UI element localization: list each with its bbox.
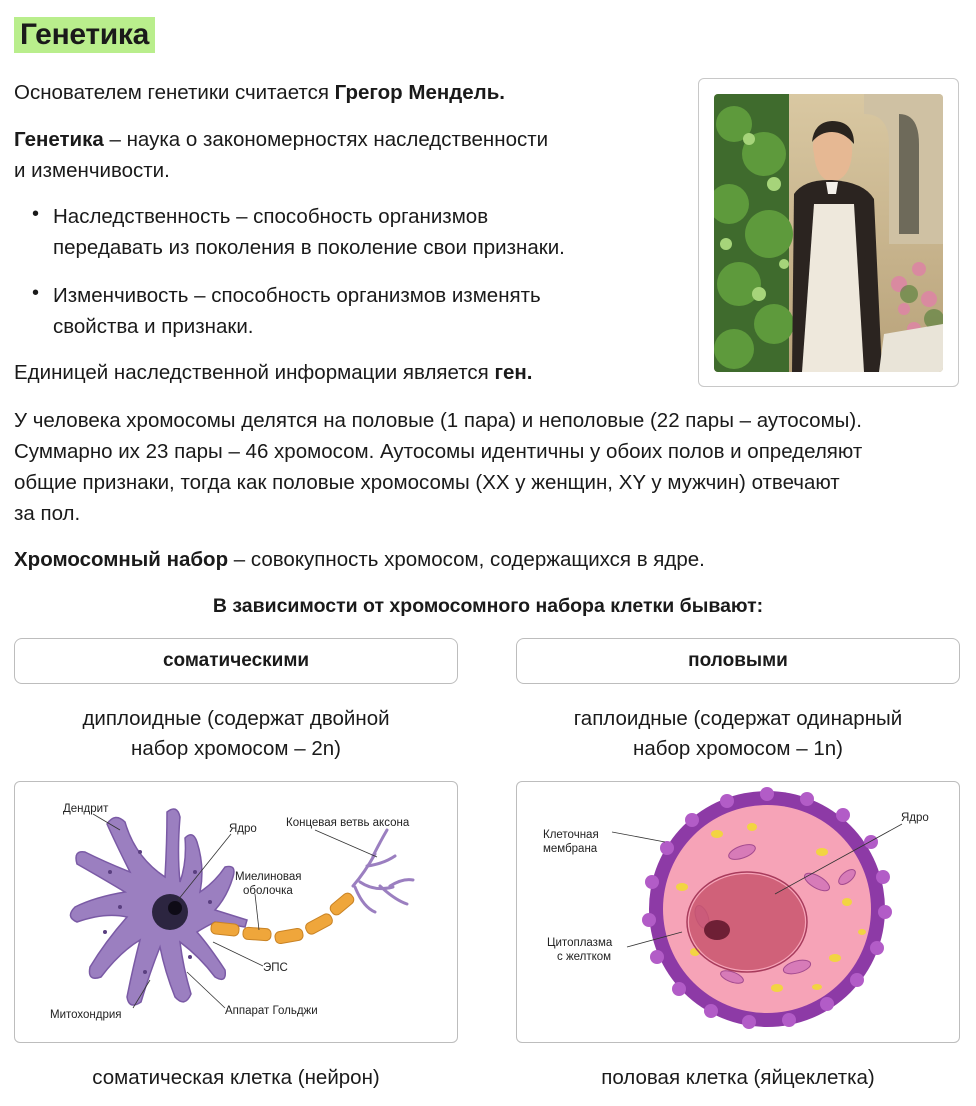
bullet-1-line2: передавать из поколения в поколение свои признаки. xyxy=(53,236,565,259)
bullet-1-line1: Наследственность – способность организмов xyxy=(53,205,489,228)
intro-line xyxy=(14,77,505,108)
chromosomes-line2: Суммарно их 23 пары – 46 хромосом. Аутосомы идентичны у обоих полов и определяют xyxy=(14,440,863,463)
label-nucleus: Ядро xyxy=(229,823,257,835)
egg-cell-diagram xyxy=(517,782,960,1043)
chromosome-set-term: Хромосомный набор xyxy=(14,548,229,571)
germ-desc-line1: гаплоидные (содержат одинарный xyxy=(573,707,903,730)
label-golgi: Аппарат Гольджи xyxy=(225,1005,318,1017)
label-egg-nucleus: Ядро xyxy=(901,812,929,824)
label-axon-end: Концевая ветвь аксона xyxy=(286,817,410,829)
unit-line xyxy=(14,357,532,388)
somatic-pill: соматическими xyxy=(14,638,458,684)
label-cytoplasm-1: Цитоплазма xyxy=(547,937,613,949)
germ-desc-line2: набор хромосом – 1n) xyxy=(633,737,843,760)
chromosome-set-definition xyxy=(14,544,705,575)
label-dendrite: Дендрит xyxy=(63,803,109,815)
chromosomes-line1: У человека хромосомы делятся на половые (1 пара) и неполовые (22 пары – аутосомы). xyxy=(14,409,862,432)
label-cytoplasm-2: с желтком xyxy=(557,951,612,963)
chromosome-set-text: – совокупность хромосом, содержащихся в ядре. xyxy=(228,548,705,571)
definition-line1 xyxy=(14,124,548,155)
chromosomes-line4: за пол. xyxy=(14,502,81,525)
bullet-2-line1: Изменчивость – способность организмов изменять xyxy=(53,284,541,307)
cell-types-heading: В зависимости от хромосомного набора клетки бывают: xyxy=(212,595,764,617)
label-membrane-1: Клеточная xyxy=(543,829,599,841)
label-mitochondria: Митохондрия xyxy=(50,1009,122,1021)
definition-text: – наука о закономерностях наследственности xyxy=(103,128,549,151)
label-myelin-2: оболочка xyxy=(243,885,293,897)
somatic-desc-line1: диплоидные (содержат двойной xyxy=(82,707,390,730)
page-title: Генетика xyxy=(14,17,155,53)
neuron-caption: соматическая клетка (нейрон) xyxy=(92,1066,380,1089)
neuron-card xyxy=(14,781,458,1043)
definition-term: Генетика xyxy=(14,128,104,151)
intro-bold: Грегор Мендель. xyxy=(334,81,505,104)
definition-line2: и изменчивости. xyxy=(14,159,170,182)
unit-bold: ген. xyxy=(494,361,533,384)
mendel-portrait xyxy=(714,94,943,372)
unit-text: Единицей наследственной информации является xyxy=(14,361,495,384)
label-er: ЭПС xyxy=(263,962,288,974)
chromosomes-line3: общие признаки, тогда как половые хромосомы (XX у женщин, XY у мужчин) отвечают xyxy=(14,471,840,494)
intro-text: Основателем генетики считается xyxy=(14,81,335,104)
egg-cell-caption: половая клетка (яйцеклетка) xyxy=(601,1066,875,1089)
egg-cell-card xyxy=(516,781,960,1043)
germ-pill: половыми xyxy=(516,638,960,684)
label-membrane-2: мембрана xyxy=(543,843,598,855)
bullet-2-line2: свойства и признаки. xyxy=(53,315,254,338)
bullet-dot: • xyxy=(32,282,40,304)
label-myelin-1: Миелиновая xyxy=(235,871,302,883)
bullet-dot: • xyxy=(32,203,40,225)
somatic-desc-line2: набор хромосом – 2n) xyxy=(131,737,341,760)
mendel-portrait-frame xyxy=(698,78,959,387)
neuron-diagram xyxy=(15,782,458,1043)
